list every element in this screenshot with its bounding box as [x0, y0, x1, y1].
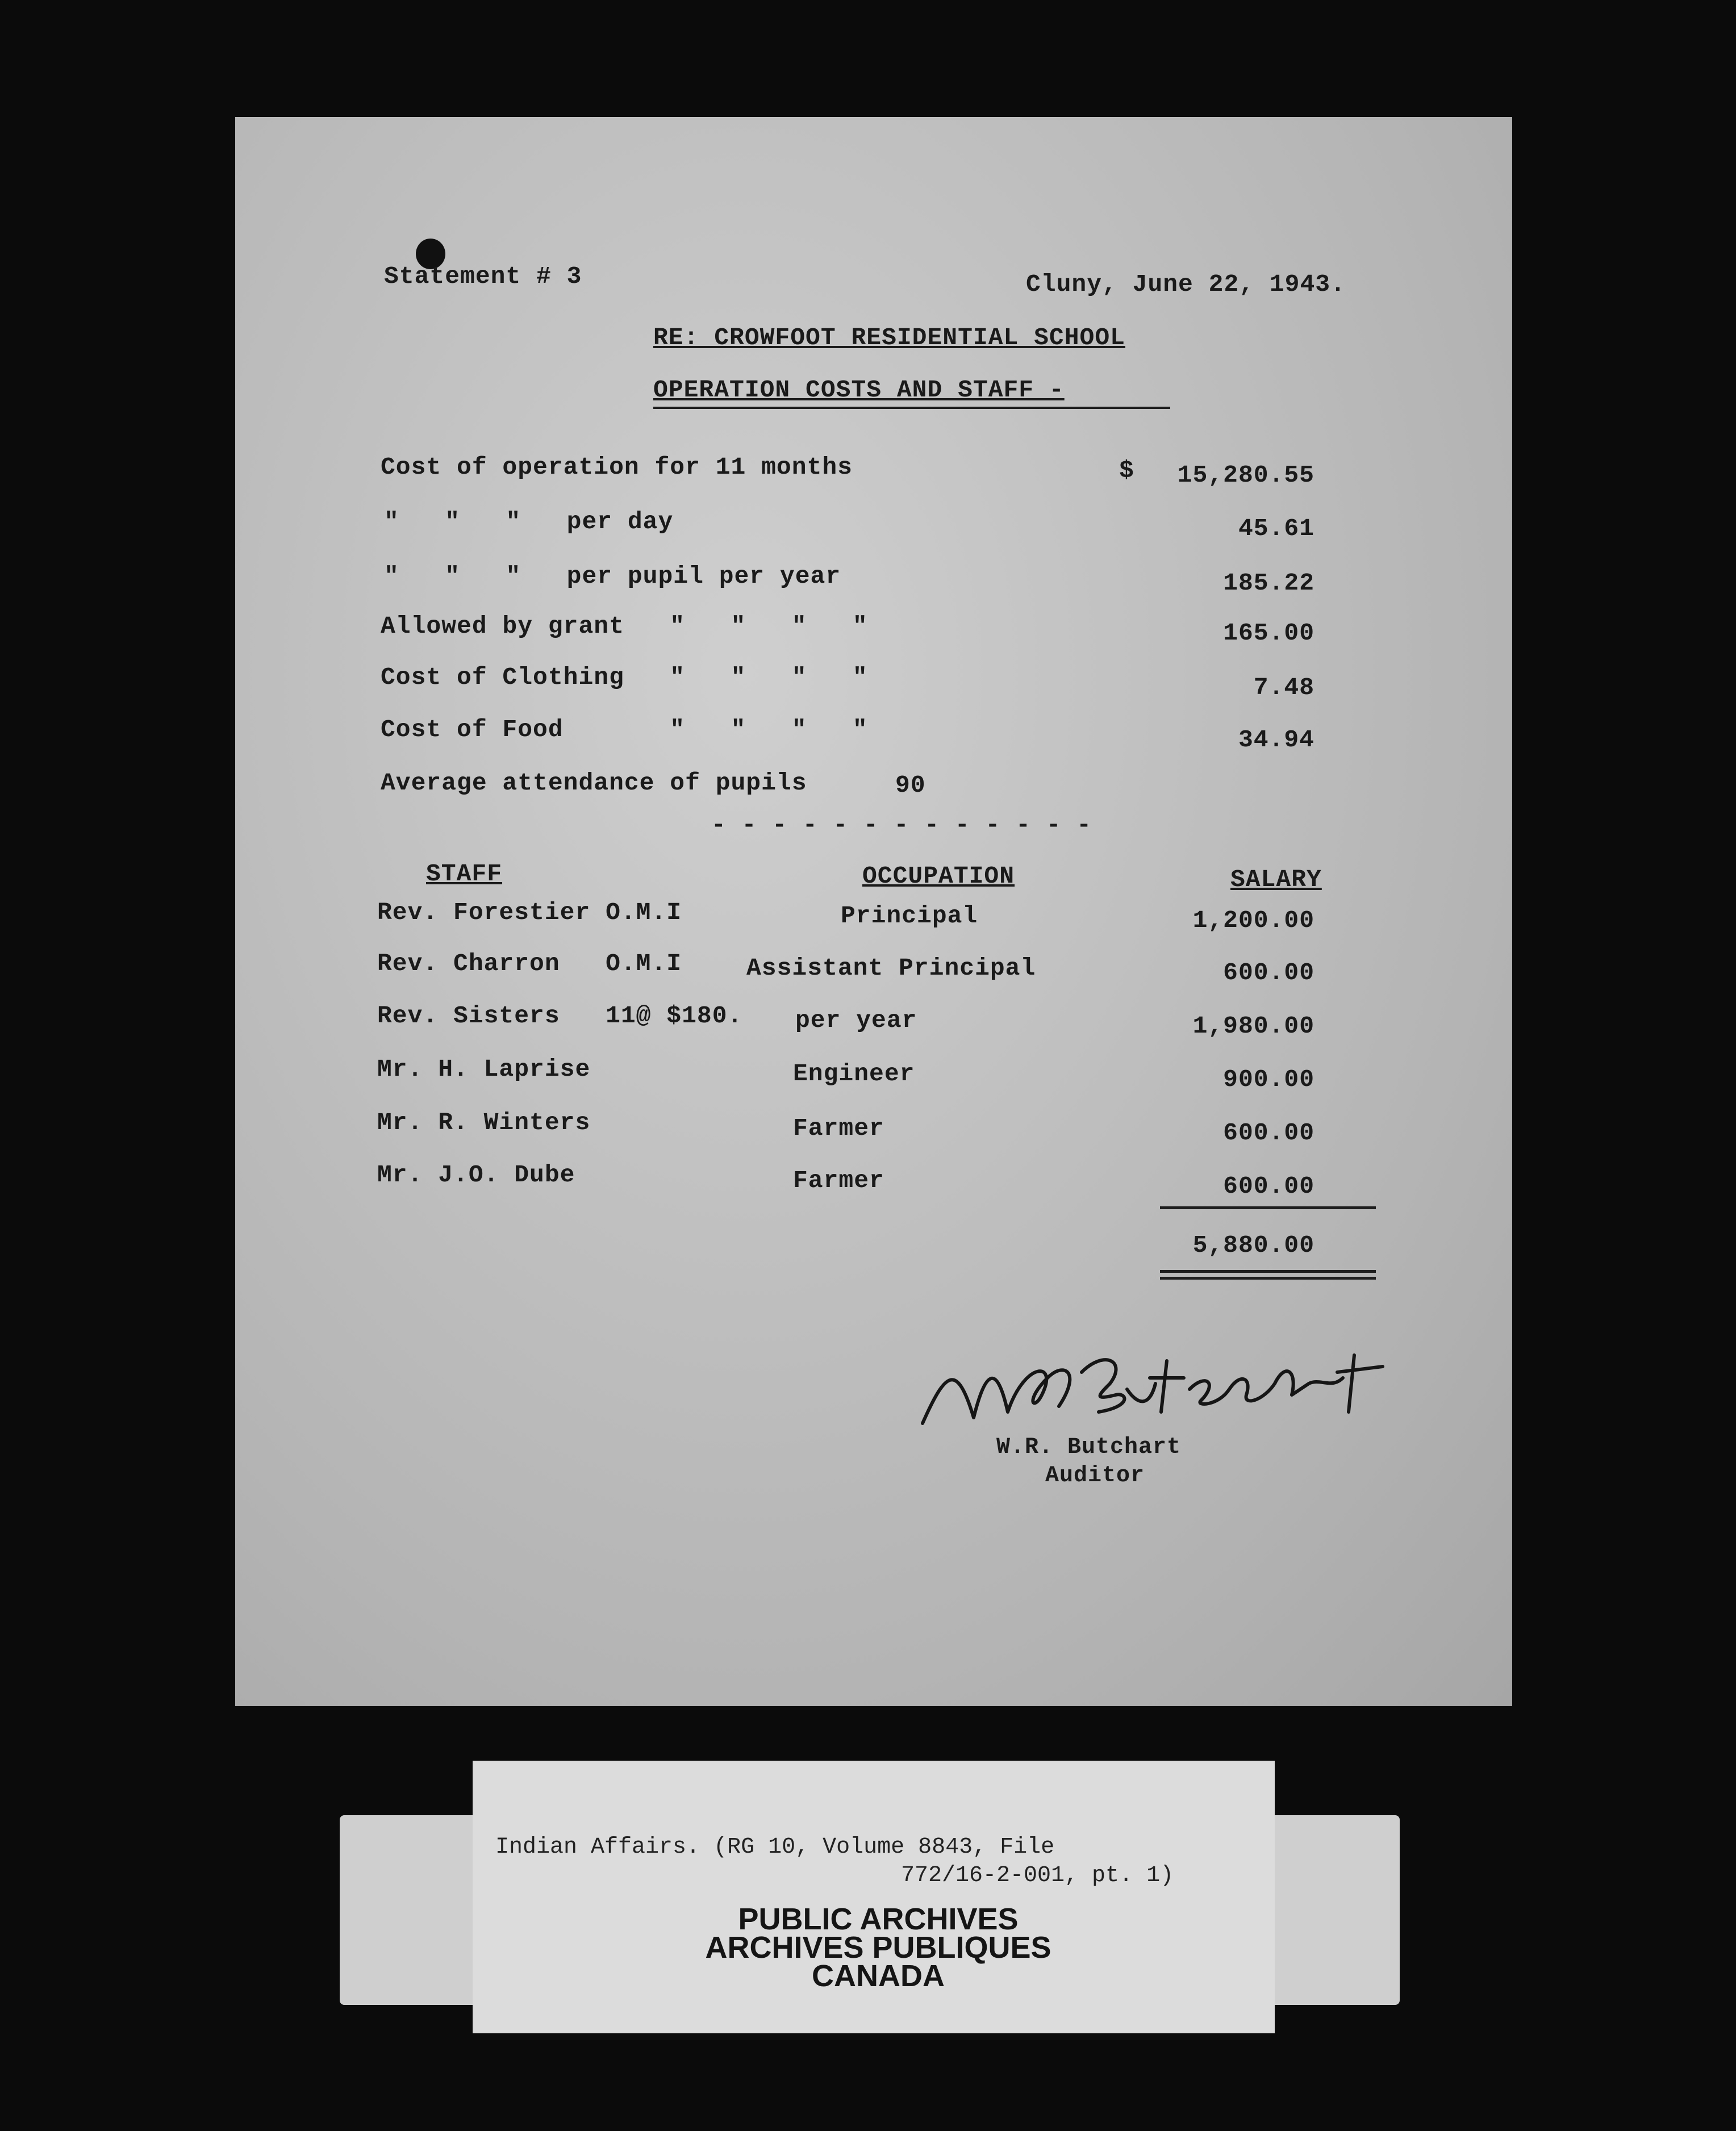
staff-occupation: Principal: [841, 902, 978, 930]
cost-label: " " " per day: [384, 508, 674, 536]
cost-label: Cost of Clothing " " " ": [381, 663, 868, 691]
place-date: Cluny, June 22, 1943.: [1026, 270, 1346, 298]
staff-occupation: per year: [795, 1006, 917, 1034]
cost-value: 7.48: [1253, 674, 1314, 701]
signatory-title: Auditor: [1045, 1463, 1145, 1489]
document-page: [235, 117, 1512, 1706]
section-divider: - - - - - - - - - - - - -: [711, 811, 1092, 839]
staff-name: Rev. Charron O.M.I: [377, 950, 682, 977]
archive-citation-line2: 772/16-2-001, pt. 1): [901, 1863, 1174, 1888]
cost-value: 15,280.55: [1177, 461, 1314, 489]
staff-occupation: Engineer: [793, 1060, 915, 1088]
staff-name: Rev. Sisters 11@ $180.: [377, 1002, 743, 1030]
staff-header: STAFF: [426, 860, 503, 888]
currency-sign: $: [1119, 457, 1134, 484]
cost-value: 165.00: [1223, 619, 1314, 647]
total-double-rule-bottom: [1160, 1277, 1376, 1280]
staff-name: Rev. Forestier O.M.I: [377, 899, 682, 926]
staff-name: Mr. R. Winters: [377, 1109, 591, 1136]
staff-salary: 900.00: [1223, 1066, 1314, 1093]
staff-name: Mr. J.O. Dube: [377, 1161, 575, 1189]
total-double-rule-top: [1160, 1270, 1376, 1273]
salary-total: 5,880.00: [1192, 1231, 1314, 1259]
archive-stamp-line3: CANADA: [812, 1959, 945, 1993]
staff-salary: 1,980.00: [1192, 1012, 1314, 1040]
cost-value: 45.61: [1238, 515, 1314, 542]
staff-salary: 600.00: [1223, 959, 1314, 987]
staff-salary: 600.00: [1223, 1172, 1314, 1200]
cost-value: 185.22: [1223, 569, 1314, 597]
salary-header: SALARY: [1230, 866, 1322, 893]
subtotal-rule: [1160, 1206, 1376, 1209]
cost-value: 34.94: [1238, 726, 1314, 754]
cost-label: Allowed by grant " " " ": [381, 612, 868, 640]
subject-underline: [653, 407, 1170, 409]
cost-label: Cost of Food " " " ": [381, 716, 868, 743]
cost-label: Cost of operation for 11 months: [381, 453, 853, 481]
staff-salary: 600.00: [1223, 1119, 1314, 1147]
attendance-value: 90: [895, 771, 926, 799]
cost-label: " " " per pupil per year: [384, 562, 841, 590]
staff-salary: 1,200.00: [1192, 906, 1314, 934]
archive-stamp-line1: PUBLIC ARCHIVES: [738, 1902, 1019, 1936]
archive-stamp-line2: ARCHIVES PUBLIQUES: [705, 1931, 1051, 1965]
occupation-header: OCCUPATION: [862, 862, 1015, 890]
subject-line: OPERATION COSTS AND STAFF -: [653, 376, 1065, 404]
archive-citation-line1: Indian Affairs. (RG 10, Volume 8843, File: [495, 1835, 1055, 1860]
staff-name: Mr. H. Laprise: [377, 1055, 591, 1083]
statement-number: Statement # 3: [384, 262, 582, 290]
attendance-label: Average attendance of pupils: [381, 769, 807, 797]
handwritten-signature: [911, 1338, 1400, 1440]
signatory-name: W.R. Butchart: [996, 1435, 1182, 1460]
staff-occupation: Farmer: [793, 1114, 884, 1142]
staff-occupation: Farmer: [793, 1167, 884, 1194]
staff-occupation: Assistant Principal: [746, 954, 1036, 982]
re-line: RE: CROWFOOT RESIDENTIAL SCHOOL: [653, 324, 1125, 352]
